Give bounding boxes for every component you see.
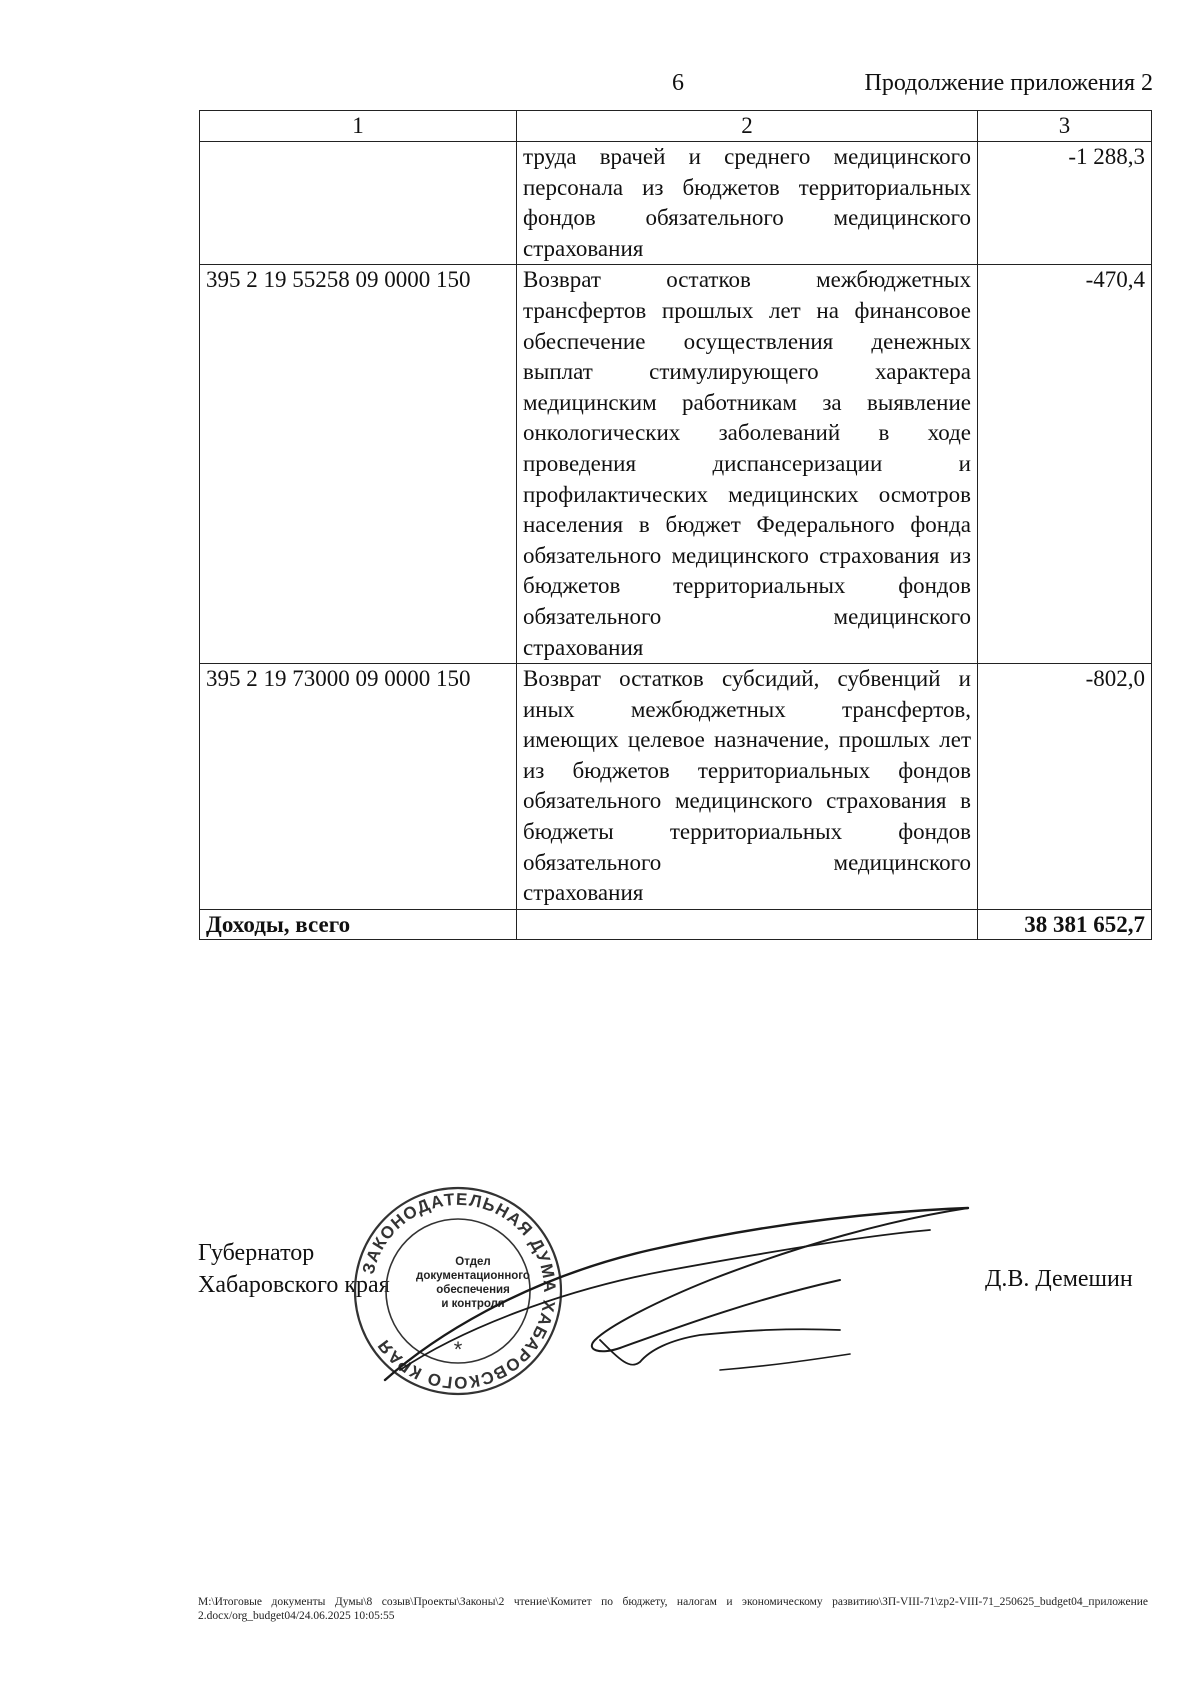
signatory-name: Д.В. Демешин bbox=[985, 1266, 1133, 1292]
page-number: 6 bbox=[672, 70, 684, 96]
budget-code: 395 2 19 73000 09 0000 150 bbox=[200, 664, 517, 910]
description-last-line: страхования bbox=[523, 880, 644, 906]
seal-ring-text: ЗАКОНОДАТЕЛЬНАЯ ДУМА ХАБАРОВСКОГО КРАЯ bbox=[358, 1189, 560, 1393]
budget-code bbox=[200, 142, 517, 265]
total-amount: 38 381 652,7 bbox=[978, 909, 1152, 939]
column-header: 1 bbox=[200, 111, 517, 142]
seal-line: и контроля bbox=[441, 1298, 505, 1310]
column-header: 2 bbox=[517, 111, 978, 142]
table-row bbox=[200, 664, 1152, 910]
description-last-line: страхования bbox=[523, 235, 644, 261]
total-row bbox=[200, 909, 1152, 939]
table-header-row bbox=[200, 111, 1152, 142]
description-text: Возврат остатков субсидий, субвенций и иных межбюджетных трансфертов, имеющих целевое назначение, прошлых лет из бюджетов территориальных фондов обязательного медицинского страхования в бюджеты территориальных фондов обязательного медицинского bbox=[523, 666, 971, 875]
description-text: Возврат остатков межбюджетных трансфертов прошлых лет на финансовое обеспечение осуществления денежных выплат стимулирующего характера медицинским работникам за выявление онкологических заболеваний в ходе проведения диспансеризации и профилактических медицинских осмотров населения в бюджет Федерального фонда обязательного медицинского страхования из бюджетов территориальных фондов обязательного медицинского bbox=[523, 267, 971, 629]
column-header: 3 bbox=[978, 111, 1152, 142]
seal-line: документационного bbox=[416, 1270, 530, 1282]
seal-line: Отдел bbox=[455, 1256, 491, 1268]
total-label: Доходы, всего bbox=[200, 909, 517, 939]
signatory-role-line2: Хабаровского края bbox=[198, 1272, 390, 1298]
handwritten-signature bbox=[370, 1190, 970, 1390]
description-text: труда врачей и среднего медицинского персонала из бюджетов территориальных фондов обязательного медицинского bbox=[523, 144, 971, 231]
row-description bbox=[517, 142, 978, 265]
table-row bbox=[200, 265, 1152, 664]
continuation-title: Продолжение приложения 2 bbox=[864, 70, 1153, 96]
seal-star: * bbox=[453, 1337, 463, 1362]
seal-line: обеспечения bbox=[436, 1284, 510, 1296]
row-description bbox=[517, 265, 978, 664]
table-row bbox=[200, 142, 1152, 265]
row-amount: -802,0 bbox=[978, 664, 1152, 910]
description-last-line: страхования bbox=[523, 634, 644, 660]
budget-code: 395 2 19 55258 09 0000 150 bbox=[200, 265, 517, 664]
row-amount: -470,4 bbox=[978, 265, 1152, 664]
file-path-footer: M:\Итоговые документы Думы\8 созыв\Проекты\Законы\2 чтение\Комитет по бюджету, налогам и экономическому развитию\ЗП-VIII-71\zp2-VIII-71_250625_budget04_приложение 2.docx/org_budget04/24.06.2025 10:05:55 bbox=[198, 1596, 1148, 1622]
budget-table bbox=[199, 110, 1152, 940]
signatory-role-line1: Губернатор bbox=[198, 1240, 315, 1266]
row-amount: -1 288,3 bbox=[978, 142, 1152, 265]
total-empty-cell bbox=[517, 909, 978, 939]
row-description bbox=[517, 664, 978, 910]
